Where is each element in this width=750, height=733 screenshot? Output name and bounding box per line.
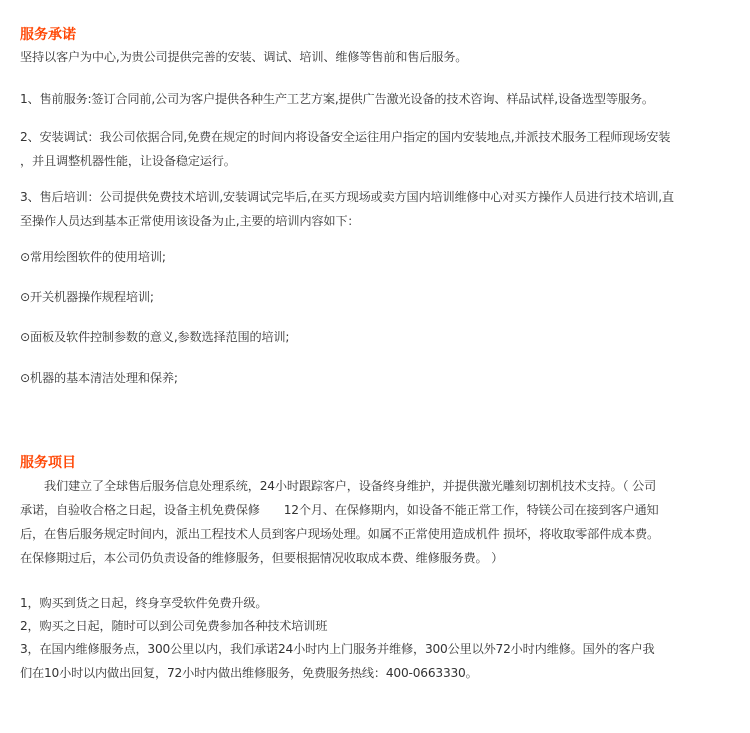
service-list-item-onsite	[20, 637, 735, 685]
installation-line-1: 2、安装调试：我公司依据合同,免费在规定的时间内将设备安全运往用户指定的国内安装地点,并派技术服务工程师现场安装	[20, 130, 671, 144]
training-bullet: ⊙常用绘图软件的使用培训;	[20, 250, 166, 264]
paragraph-line: 后，在售后服务规定时间内，派出工程技术人员到客户现场处理。如属不正常使用造成机件 损坏，将收取零部件成本费。	[20, 527, 660, 541]
paragraph-line: 承诺，自验收合格之日起，设备主机免费保修 12个月、在保修期内，如设备不能正常工作，特镁公司在接到客户通知	[20, 503, 659, 517]
commitment-item-training	[20, 185, 735, 233]
commitment-item-presale: 1、售前服务:签订合同前,公司为客户提供各种生产工艺方案,提供广告激光设备的技术咨询、样品试样,设备选型等服务。	[20, 92, 654, 106]
training-bullet: ⊙面板及软件控制参数的意义,参数选择范围的培训;	[20, 330, 290, 344]
service-list-item: 1，购买到货之日起，终身享受软件免费升级。	[20, 596, 268, 610]
onsite-line-1: 3，在国内维修服务点，300公里以内，我们承诺24小时内上门服务并维修，300公里以外72小时内维修。国外的客户我	[20, 642, 655, 656]
training-line-2: 至操作人员达到基本正常使用该设备为止,主要的培训内容如下：	[20, 214, 360, 228]
service-items-heading: 服务项目	[20, 455, 76, 471]
onsite-line-2: 们在10小时以内做出回复，72小时内做出维修服务，免费服务热线：400-0663330。	[20, 666, 478, 680]
training-bullet: ⊙开关机器操作规程培训;	[20, 290, 154, 304]
commitment-item-installation	[20, 125, 735, 173]
service-list-item: 2，购买之日起，随时可以到公司免费参加各种技术培训班	[20, 619, 328, 633]
training-bullet: ⊙机器的基本清洁处理和保养;	[20, 371, 178, 385]
training-line-1: 3、售后培训：公司提供免费技术培训,安装调试完毕后,在买方现场或卖方国内培训维修中心对买方操作人员进行技术培训,直	[20, 190, 674, 204]
paragraph-line: 在保修期过后，本公司仍负责设备的维修服务，但要根据情况收取成本费、维修服务费。 ）	[20, 551, 504, 565]
installation-line-2: ，并且调整机器性能，让设备稳定运行。	[20, 154, 236, 168]
service-items-paragraph	[20, 474, 735, 570]
service-commitment-heading: 服务承诺	[20, 27, 76, 43]
paragraph-line: 我们建立了全球售后服务信息处理系统，24小时跟踪客户，设备终身维护，并提供激光雕刻切割机技术支持。（ 公司	[20, 479, 657, 493]
commitment-intro: 坚持以客户为中心,为贵公司提供完善的安装、调试、培训、维修等售前和售后服务。	[20, 50, 468, 64]
